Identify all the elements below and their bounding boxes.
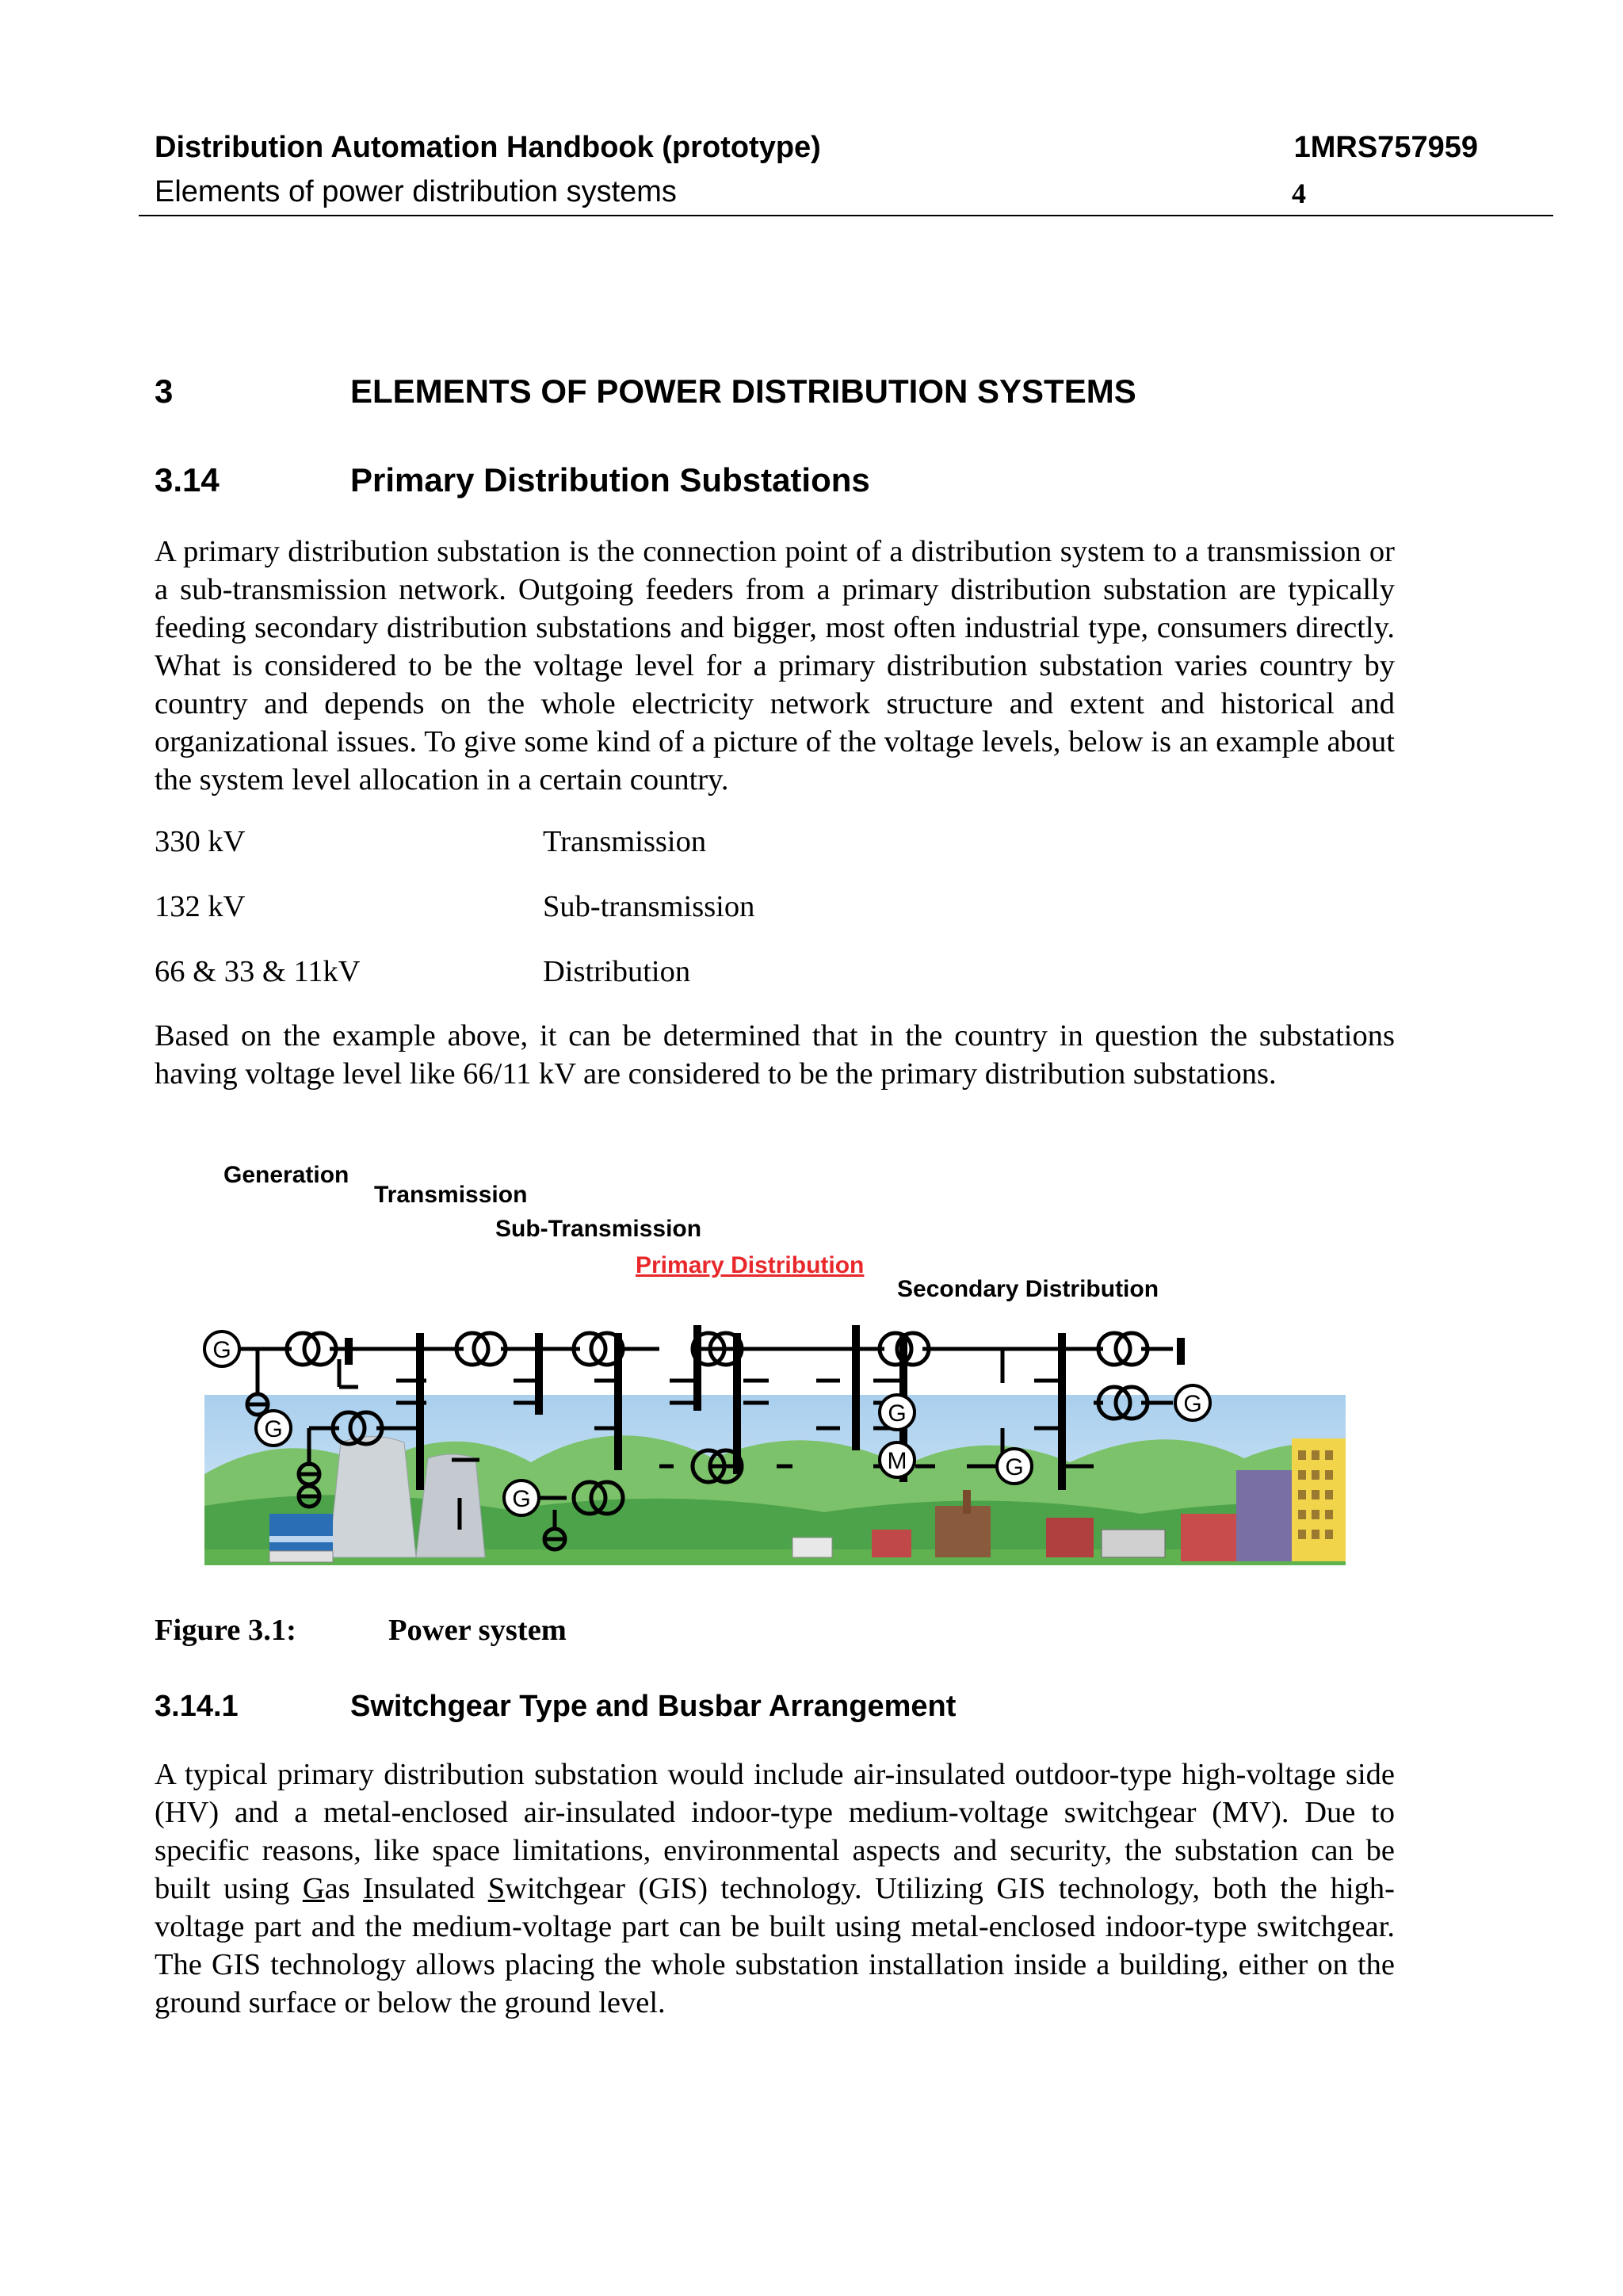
power-system-diagram bbox=[190, 1157, 1355, 1569]
paragraph-text: A typical primary distribution substation would include air-insulated outdoor-type high-voltage side (HV) and a metal-enclosed air-insulated indoor-type medium-voltage switchgear (MV). Due to specific reasons, like space limitations, environmental aspects and security, the substation can be built using bbox=[155, 1758, 1395, 1905]
paragraph-text: witchgear (GIS) technology. Utilizing GIS technology, both the high-voltage part and the medium-voltage part can be built using metal-enclosed indoor-type switchgear. The GIS technology allows placing the whole substation installation inside a building, either on the ground surface or below the ground level. bbox=[155, 1872, 1395, 2019]
paragraph-text: as bbox=[324, 1872, 364, 1905]
chapter-title: ELEMENTS OF POWER DISTRIBUTION SYSTEMS bbox=[350, 372, 1136, 410]
system-level: Distribution bbox=[543, 955, 691, 988]
system-level: Transmission bbox=[543, 825, 707, 858]
conclusion-paragraph: Based on the example above, it can be determined that in the country in question the substations having voltage level like 66/11 kV are considered to be the primary distribution substations. bbox=[155, 1019, 1395, 1091]
intro-paragraph: A primary distribution substation is the connection point of a distribution system to a transmission or a sub-transmission network. Outgoing feeders from a primary distribution substation are typically feeding secondary distribution substations and bigger, most often industrial type, consumers directly. What is considered to be the voltage level for a primary distribution substation varies country by country and depends on the whole electricity network structure and extent and historical and organizational issues. To give some kind of a picture of the voltage levels, below is an example about the system level allocation in a certain country. bbox=[155, 535, 1395, 797]
system-level: Sub-transmission bbox=[543, 890, 755, 923]
label-primary-distribution: Primary Distribution bbox=[636, 1252, 865, 1278]
svg-text:G: G bbox=[512, 1486, 531, 1512]
section-title: Primary Distribution Substations bbox=[350, 461, 870, 499]
figure-number: Figure 3.1: bbox=[155, 1614, 296, 1647]
subsection-number: 3.14.1 bbox=[155, 1690, 239, 1723]
paragraph-text: nsulated bbox=[373, 1872, 488, 1905]
generator-symbol bbox=[1175, 1385, 1210, 1420]
voltage-value: 330 kV bbox=[155, 825, 246, 858]
switchgear-paragraph bbox=[155, 1755, 1395, 2022]
document-title: Distribution Automation Handbook (prototype) bbox=[155, 131, 821, 164]
label-secondary-distribution: Secondary Distribution bbox=[897, 1276, 1159, 1302]
label-transmission: Transmission bbox=[374, 1182, 528, 1208]
generator-symbol bbox=[997, 1449, 1032, 1484]
acronym-letter-s: S bbox=[487, 1872, 506, 1905]
generator-symbol bbox=[504, 1480, 539, 1515]
svg-text:M: M bbox=[887, 1448, 907, 1474]
generator-symbol bbox=[256, 1411, 291, 1446]
document-id: 1MRS757959 bbox=[1293, 131, 1478, 164]
power-system-figure bbox=[190, 1157, 1355, 1569]
svg-text:G: G bbox=[888, 1400, 907, 1427]
generator-symbol bbox=[204, 1331, 239, 1366]
svg-text:G: G bbox=[1183, 1391, 1202, 1417]
acronym-letter-i: I bbox=[363, 1872, 373, 1905]
page-number: 4 bbox=[1292, 178, 1306, 209]
figure-caption bbox=[155, 1613, 868, 1651]
label-sub-transmission: Sub-Transmission bbox=[495, 1216, 702, 1242]
svg-text:G: G bbox=[264, 1416, 283, 1442]
running-chapter-title: Elements of power distribution systems bbox=[155, 175, 677, 208]
header-row-top bbox=[139, 131, 1553, 170]
motor-symbol bbox=[880, 1442, 915, 1477]
subsection-title: Switchgear Type and Busbar Arrangement bbox=[350, 1690, 957, 1723]
header-row-bottom bbox=[139, 170, 1553, 216]
label-generation: Generation bbox=[223, 1162, 349, 1188]
voltage-level-row bbox=[155, 824, 868, 862]
stage-labels bbox=[223, 1162, 1159, 1302]
voltage-value: 132 kV bbox=[155, 890, 246, 923]
section-heading bbox=[155, 461, 1343, 502]
chapter-number: 3 bbox=[155, 372, 174, 410]
figure-title: Power system bbox=[388, 1614, 567, 1647]
chapter-heading bbox=[155, 372, 1343, 414]
generator-symbol bbox=[880, 1395, 915, 1430]
voltage-value: 66 & 33 & 11kV bbox=[155, 955, 361, 988]
section-number: 3.14 bbox=[155, 461, 220, 499]
subsection-heading bbox=[155, 1690, 1343, 1728]
voltage-level-row bbox=[155, 889, 868, 927]
acronym-letter-g: G bbox=[302, 1872, 325, 1905]
svg-text:G: G bbox=[212, 1337, 231, 1363]
svg-text:G: G bbox=[1005, 1454, 1024, 1480]
page-header bbox=[139, 131, 1553, 216]
voltage-level-row bbox=[155, 954, 868, 992]
